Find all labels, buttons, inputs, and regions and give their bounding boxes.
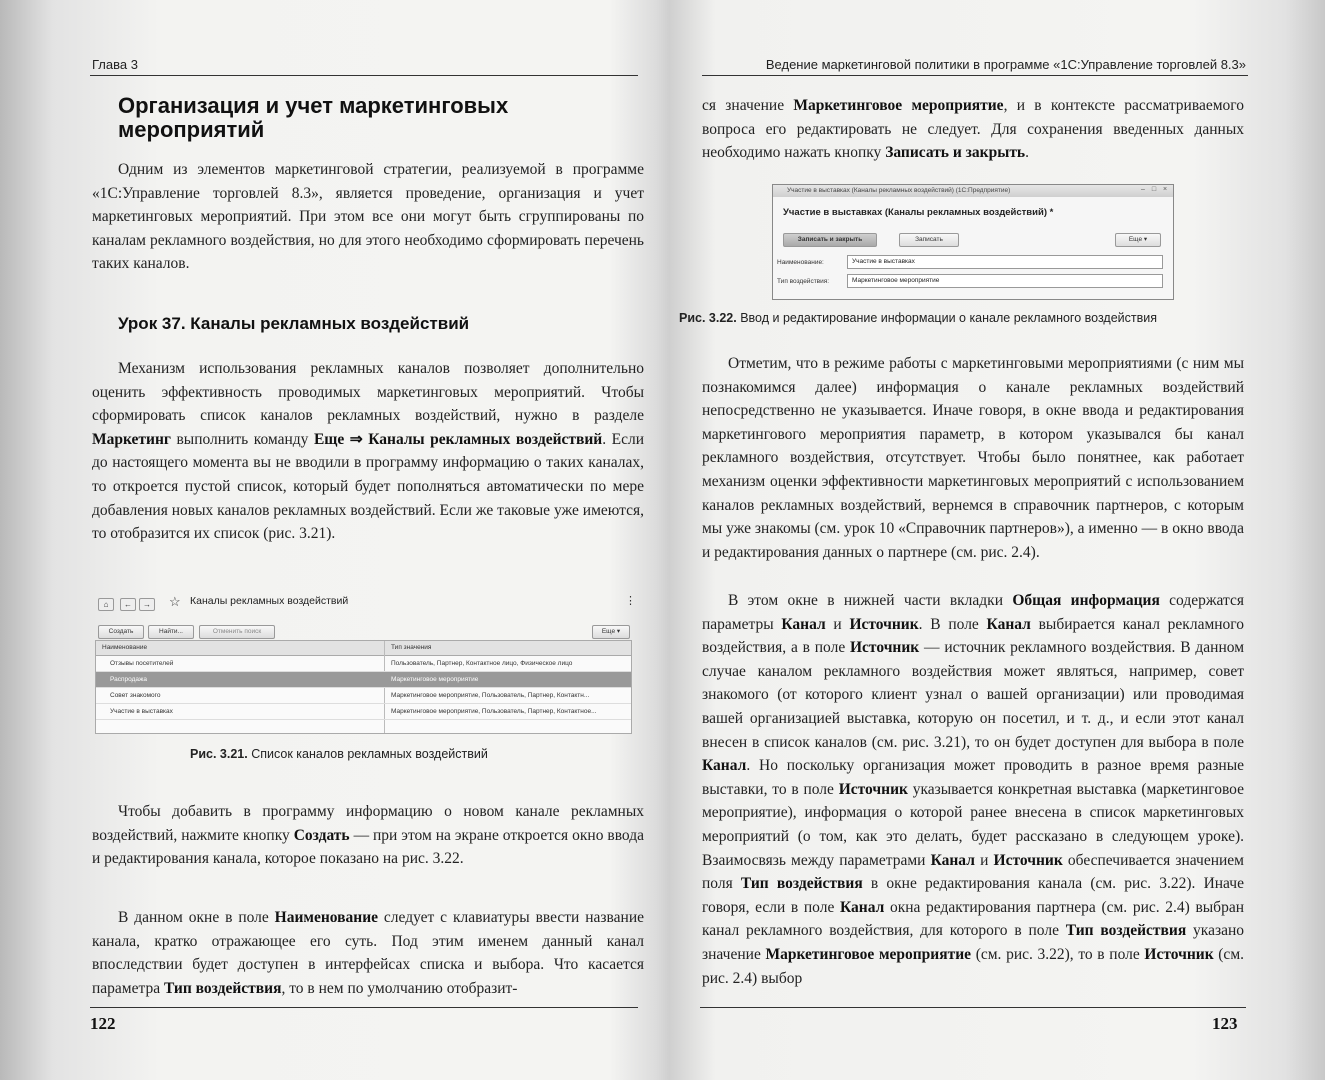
back-icon[interactable]: ← (120, 598, 136, 611)
page-number: 122 (90, 1014, 116, 1033)
table-row-selected[interactable]: Распродажа Маркетинговое мероприятие (96, 672, 631, 688)
cancel-search-button[interactable]: Отменить поиск (199, 625, 275, 639)
table-row[interactable]: Участие в выставках Маркетинговое мероприятие, Пользователь, Партнер, Контактное... (96, 704, 631, 720)
lesson-paragraph-3: В данном окне в поле Наименование следует с клавиатуры ввести название канала, кратко отражающее его суть. Под этим именем данный канал впоследствии будет доступен в интерфейсах списка и выбора. Что касается параметра Тип воздействия, то в нем по умолчанию отобразит- (92, 909, 644, 997)
table-row[interactable]: Совет знакомого Маркетинговое мероприятие, Пользователь, Партнер, Контактн... (96, 688, 631, 704)
star-icon[interactable]: ☆ (169, 594, 181, 609)
footer-rule (90, 1007, 638, 1008)
column-type: Тип значения (391, 644, 432, 651)
section-title: Организация и учет маркетинговых мероприятий (118, 93, 509, 142)
find-button[interactable]: Найти... (148, 625, 194, 639)
lesson-paragraph-1: Механизм использования рекламных каналов позволяет дополнительно оценить эффективность проводимых маркетинговых мероприятий. Чтобы сформировать список каналов рекламных воздействий, нужно в разделе Маркетинг выполнить команду Еще ⇒ Каналы рекламных воздействий. Если до настоящего момента вы не вводили в программу информацию о таких каналах, то откроется пустой список, который будет пополняться автоматически по мере добавления новых каналов рекламных воздействий. Если же таковые уже имеются, то отобразится их список (рис. 3.21). (92, 360, 644, 543)
left-page (0, 0, 662, 1080)
right-paragraph-2: В этом окне в нижней части вкладки Общая информация содержатся параметры Канал и Источник. В поле Канал выбирается канал рекламного воздействия, а в поле Источник — источник рекламного воздействия. В данном случае каналом рекламного воздействия может являться, например, совет знакомого (от которого клиент узнал о вашей организации) или проводимая вашей организацией выставка, которую он посетил, и т. д., и если этот канал внесен в список каналов (см. рис. 3.21), то он будет доступен для выбора в поле Канал. Но поскольку организация может проводить в разное время разные выставки, то в поле Источник указывается конкретная выставка (маркетинговое мероприятие), информация о которой ранее внесена в список маркетинговых мероприятий (о том, как это делать, будет рассказано в следующем уроке). Взаимосвязь между параметрами Канал и Источник обеспечивается значением поля Тип воздействия в окне редактирования канала (см. рис. 3.22). Иначе говоря, если в поле Канал окна редактирования партнера (см. рис. 2.4) выбран канал рекламного воздействия, для которого в поле Тип воздействия указано значение Маркетинговое мероприятие (см. рис. 3.22), то в поле Источник (см. рис. 2.4) выбор (702, 592, 1245, 987)
list-window-title: Каналы рекламных воздействий (190, 595, 349, 607)
more-dots-icon[interactable]: ⋮ (625, 595, 636, 607)
figure-3-22 (772, 184, 1174, 300)
more-button[interactable]: Еще ▾ (592, 625, 630, 639)
lesson-title: Урок 37. Каналы рекламных воздействий (118, 314, 470, 333)
running-header: Ведение маркетинговой политики в программе «1С:Управление торговлей 8.3» (765, 57, 1246, 72)
footer-rule-right (700, 1007, 1246, 1008)
intro-text: Одним из элементов маркетинговой стратегии, реализуемой в программе «1С:Управление торговлей 8.3», является проведение, организация и учет маркетинговых мероприятий. При этом все они могут быть сгруппированы по каналам рекламного воздействия, но для этого необходимо сформировать перечень таких каналов. (92, 161, 644, 273)
type-field[interactable]: Маркетинговое мероприятие (847, 274, 1163, 288)
channels-table (95, 640, 632, 734)
name-label: Наименование: (777, 259, 824, 266)
right-paragraph-1: Отметим, что в режиме работы с маркетинговыми мероприятиями (с ним мы познакомимся далее) информация о канале рекламных воздействий непосредственно не указывается. Иначе говоря, в окне ввода и редактирования маркетингового мероприятия параметр, в котором указывался бы канал рекламного воздействия, отсутствует. Чтобы было понятнее, как работает механизм оценки эффективности маркетинговых мероприятий с использованием каналов рекламных воздействий, вернемся в справочник партнеров, с которым мы уже знакомы (см. урок 10 «Справочник партнеров»), а именно — в окно ввода и редактирования данных о партнере (см. рис. 2.4). (702, 355, 1244, 561)
figure-3-21-caption: Рис. 3.21. Список каналов рекламных воздействий (190, 747, 488, 761)
close-icon[interactable]: × (1162, 186, 1168, 193)
header-rule (702, 75, 1248, 76)
form-title: Участие в выставках (Каналы рекламных воздействий) * (783, 207, 1054, 218)
more-button[interactable]: Еще ▾ (1115, 233, 1161, 247)
forward-icon[interactable]: → (139, 598, 155, 611)
page-number-right: 123 (1212, 1014, 1238, 1033)
table-header (96, 641, 631, 656)
figure-3-22-caption: Рис. 3.22. Ввод и редактирование информации о канале рекламного воздействия (679, 311, 1157, 325)
maximize-icon[interactable]: □ (1151, 186, 1157, 193)
save-and-close-button[interactable]: Записать и закрыть (783, 233, 877, 247)
chapter-header: Глава 3 (92, 57, 138, 72)
header-rule (90, 75, 638, 76)
column-name: Наименование (102, 644, 148, 651)
save-button[interactable]: Записать (899, 233, 959, 247)
home-icon[interactable]: ⌂ (98, 598, 114, 611)
minimize-icon[interactable]: – (1141, 186, 1145, 193)
name-field[interactable]: Участие в выставках (847, 255, 1163, 269)
type-label: Тип воздействия: (777, 278, 830, 285)
figure-3-21 (95, 590, 636, 740)
table-row[interactable]: Отзывы посетителей Пользователь, Партнер, Контактное лицо, Физическое лицо (96, 656, 631, 672)
form-window-titlebar: Участие в выставках (Каналы рекламных воздействий) (1С:Предприятие) (773, 185, 1173, 197)
create-button[interactable]: Создать (98, 625, 144, 639)
lesson-paragraph-2: Чтобы добавить в программу информацию о новом канале рекламных воздействий, нажмите кнопку Создать — при этом на экране откроется окно ввода и редактирования канала, которое показано на рис. 3.22. (92, 803, 644, 868)
intro-paragraph (92, 158, 644, 276)
continuation-paragraph: ся значение Маркетинговое мероприятие, и в контексте рассматриваемого вопроса его редактировать не следует. Для сохранения введенных данных необходимо нажать кнопку Записать и закрыть. (702, 97, 1244, 162)
